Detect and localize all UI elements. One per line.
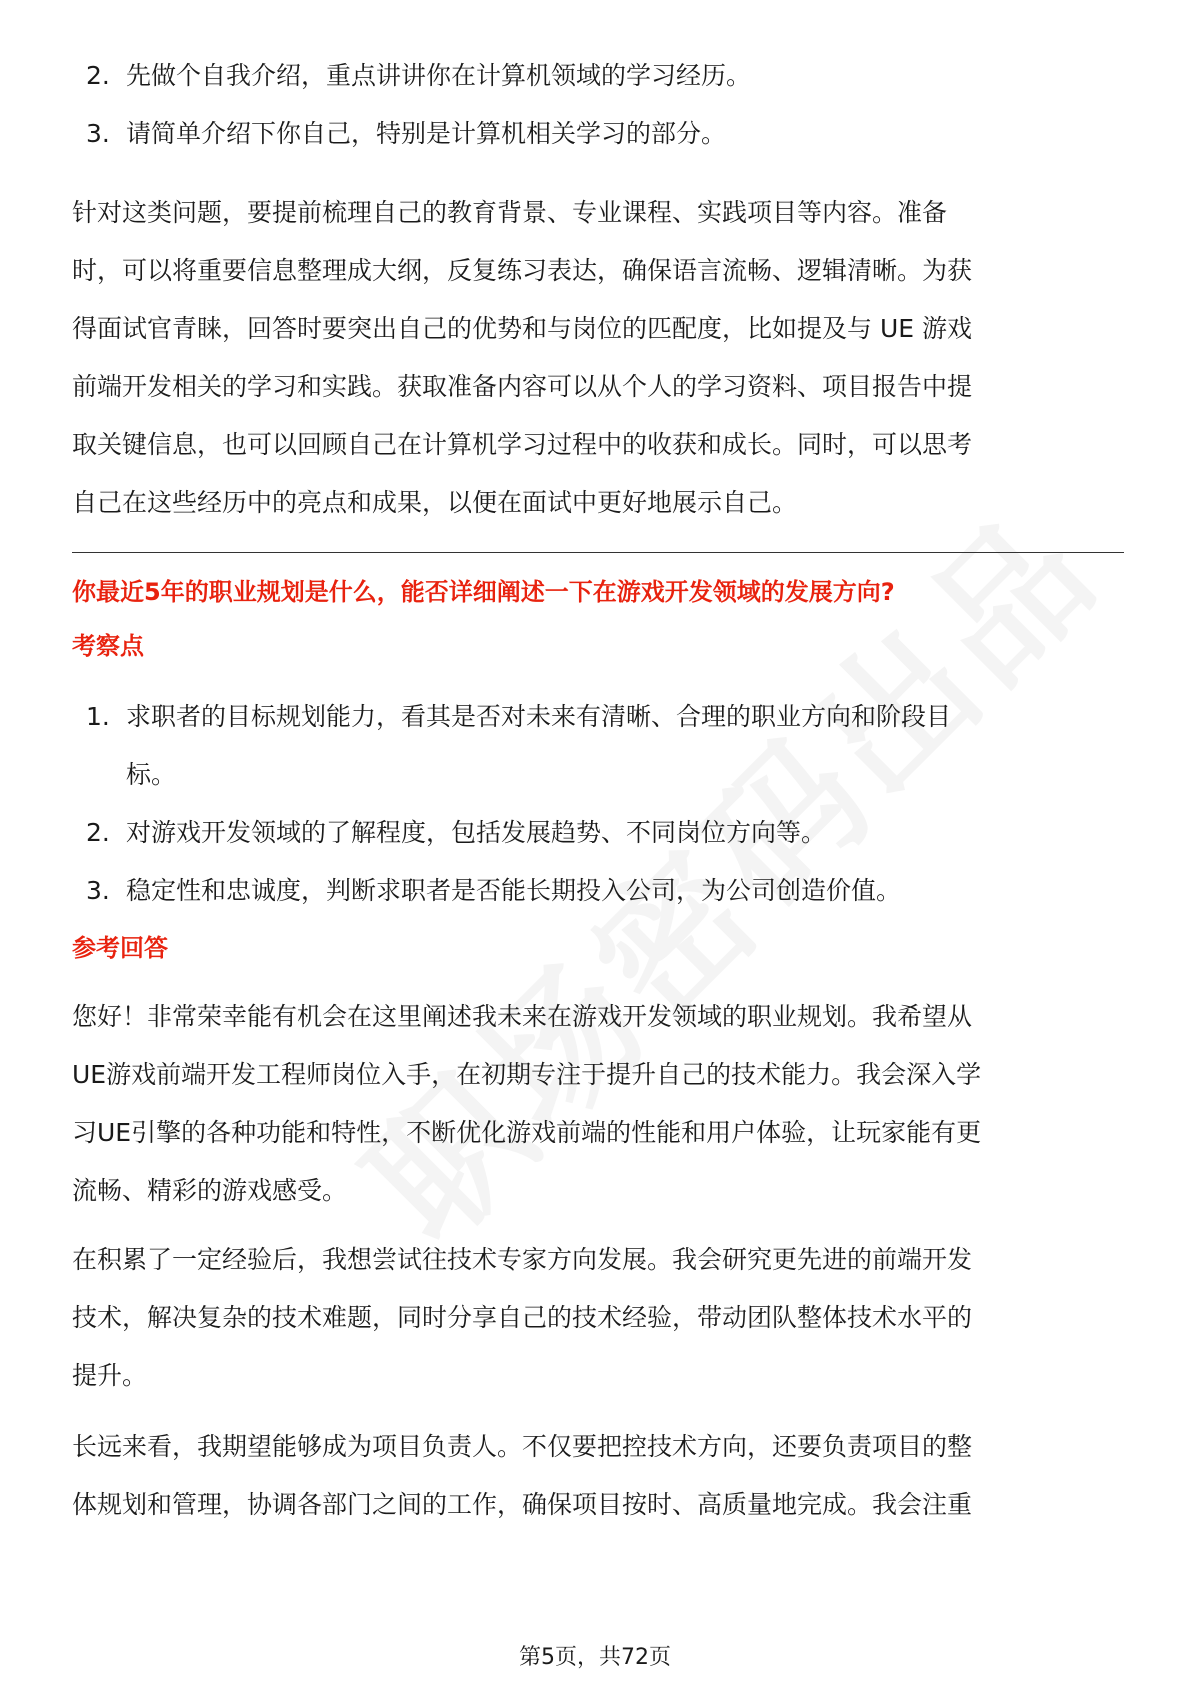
paragraph-line: 前端开发相关的学习和实践。获取准备内容可以从个人的学习资料、项目报告中提 [72,372,973,401]
paragraph-line: 自己在这些经历中的亮点和成果，以便在面试中更好地展示自己。 [72,488,798,517]
list-text: 对游戏开发领域的了解程度，包括发展趋势、不同岗位方向等。 [126,818,827,847]
list-item [72,105,1124,163]
list-number: 1. [86,702,110,731]
list-item [72,688,1124,804]
list-number: 3. [86,119,110,148]
answer-paragraph-1 [72,988,1124,1220]
list-text: 求职者的目标规划能力，看其是否对未来有清晰、合理的职业方向和阶段目 [126,702,952,731]
answer-heading: 参考回答 [72,934,168,962]
list-number: 2. [86,818,110,847]
answer-paragraph-3 [72,1418,1124,1534]
paragraph-line: 长远来看，我期望能够成为项目负责人。不仅要把控技术方向，还要负责项目的整 [72,1432,973,1461]
list-item [72,47,1124,105]
list-item [72,862,1124,920]
answer-paragraph-2 [72,1231,1124,1405]
page-footer: 第5页，共72页 [519,1645,671,1670]
paragraph-line: 技术，解决复杂的技术难题，同时分享自己的技术经验，带动团队整体技术水平的 [72,1303,973,1332]
paragraph-line: 流畅、精彩的游戏感受。 [72,1176,348,1205]
paragraph-line: 针对这类问题，要提前梳理自己的教育背景、专业课程、实践项目等内容。准备 [72,198,948,227]
exam-points-heading: 考察点 [72,632,144,660]
paragraph-line: 时，可以将重要信息整理成大纲，反复练习表达，确保语言流畅、逻辑清晰。为获 [72,256,973,285]
list-text: 先做个自我介绍，重点讲讲你在计算机领域的学习经历。 [126,61,752,90]
paragraph-line: 您好！非常荣幸能有机会在这里阐述我未来在游戏开发领域的职业规划。我希望从 [72,1002,973,1031]
exam-points-list [72,688,1124,920]
question-heading: 你最近5年的职业规划是什么，能否详细阐述一下在游戏开发领域的发展方向? [72,578,895,606]
paragraph-line: 提升。 [72,1361,148,1390]
list-text: 标。 [126,760,177,789]
section-divider [72,552,1124,553]
paragraph-line: 在积累了一定经验后，我想尝试往技术专家方向发展。我会研究更先进的前端开发 [72,1245,973,1274]
paragraph-line: 体规划和管理，协调各部门之间的工作，确保项目按时、高质量地完成。我会注重 [72,1490,973,1519]
list-text: 请简单介绍下你自己，特别是计算机相关学习的部分。 [126,119,727,148]
advice-paragraph [72,184,1124,532]
list-number: 2. [86,61,110,90]
list-item [72,804,1124,862]
paragraph-line: 得面试官青睐，回答时要突出自己的优势和与岗位的匹配度，比如提及与 UE 游戏 [72,314,972,343]
list-number: 3. [86,876,110,905]
paragraph-line: 习UE引擎的各种功能和特性，不断优化游戏前端的性能和用户体验，让玩家能有更 [72,1118,982,1147]
paragraph-line: 取关键信息，也可以回顾自己在计算机学习过程中的收获和成长。同时，可以思考 [72,430,973,459]
paragraph-line: UE游戏前端开发工程师岗位入手，在初期专注于提升自己的技术能力。我会深入学 [72,1060,982,1089]
top-list [72,47,1124,163]
list-text: 稳定性和忠诚度，判断求职者是否能长期投入公司，为公司创造价值。 [126,876,902,905]
